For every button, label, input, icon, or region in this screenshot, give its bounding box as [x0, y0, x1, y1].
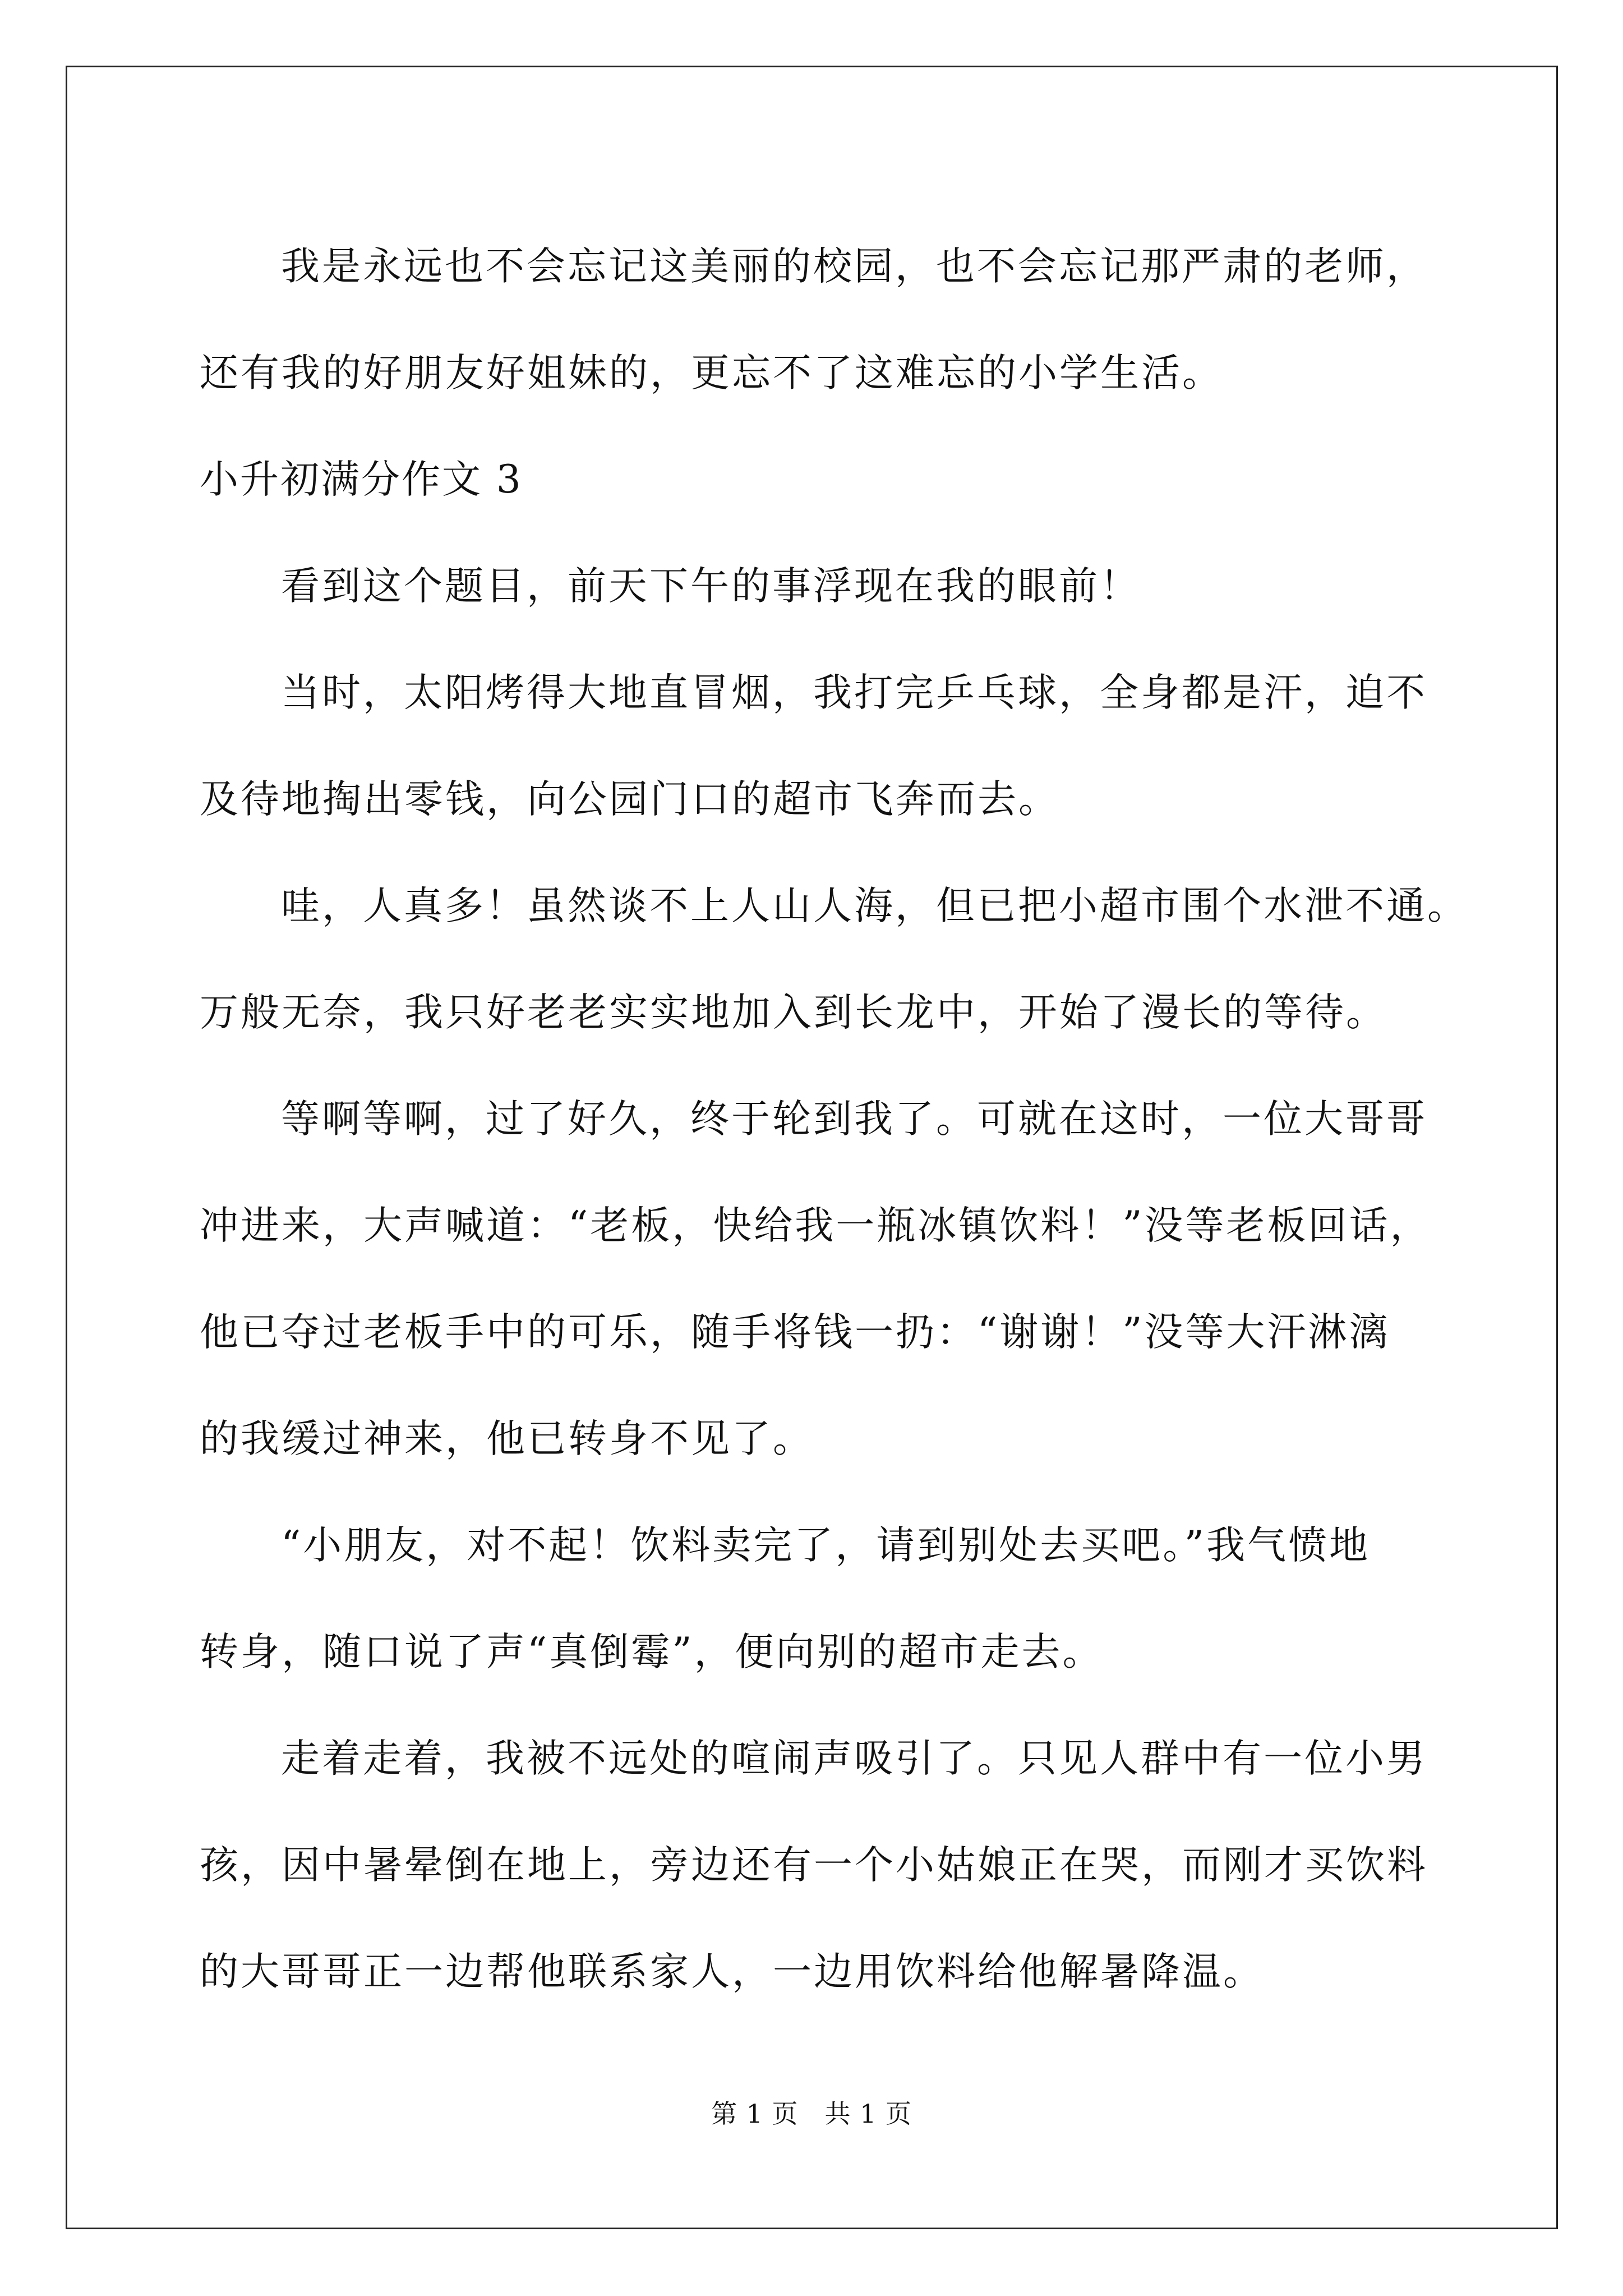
paragraph-line: 还有我的好朋友好姐妹的，更忘不了这难忘的小学生活。: [200, 351, 1223, 395]
paragraph-line: 的我缓过神来，他已转身不见了。: [200, 1416, 814, 1461]
document-body: [200, 213, 1468, 2025]
paragraph-line: 当时，太阳烤得大地直冒烟，我打完乒乓球，全身都是汗，迫不: [281, 670, 1427, 715]
paragraph-line: 等啊等啊，过了好久，终于轮到我了。可就在这时，一位大哥哥: [281, 1097, 1427, 1142]
paragraph-line: 冲进来，大声喊道：“老板，快给我一瓶冰镇饮料！”没等老板回话，: [200, 1203, 1431, 1248]
paragraph-line: 走着走着，我被不远处的喧闹声吸引了。只见人群中有一位小男: [281, 1736, 1427, 1781]
paragraph-line: 他已夺过老板手中的可乐，随手将钱一扔：“谢谢！”没等大汗淋漓: [200, 1310, 1390, 1355]
paragraph-line: 的大哥哥正一边帮他联系家人，一边用饮料给他解暑降温。: [200, 1949, 1264, 1994]
paragraph-line: 孩，因中暑晕倒在地上，旁边还有一个小姑娘正在哭，而刚才买饮料: [200, 1843, 1428, 1888]
paragraph-line: 看到这个题目，前天下午的事浮现在我的眼前！: [281, 564, 1141, 609]
paragraph-line: “小朋友，对不起！饮料卖完了，请到别处去买吧。”我气愤地: [281, 1523, 1371, 1568]
paragraph-line: 万般无奈，我只好老老实实地加入到长龙中，开始了漫长的等待。: [200, 990, 1387, 1035]
paragraph-line: 哇，人真多！虽然谈不上人山人海，但已把小超市围个水泄不通。: [281, 884, 1468, 928]
paragraph-line: 及待地掏出零钱，向公园门口的超市飞奔而去。: [200, 777, 1059, 822]
page-number-footer: 第 1 页 共 1 页: [711, 2099, 912, 2129]
paragraph-line: 转身，随口说了声“真倒霉”，便向别的超市走去。: [200, 1630, 1104, 1674]
paragraph-line: 我是永远也不会忘记这美丽的校园，也不会忘记那严肃的老师，: [281, 244, 1427, 289]
section-heading: 小升初满分作文 3: [200, 457, 523, 502]
